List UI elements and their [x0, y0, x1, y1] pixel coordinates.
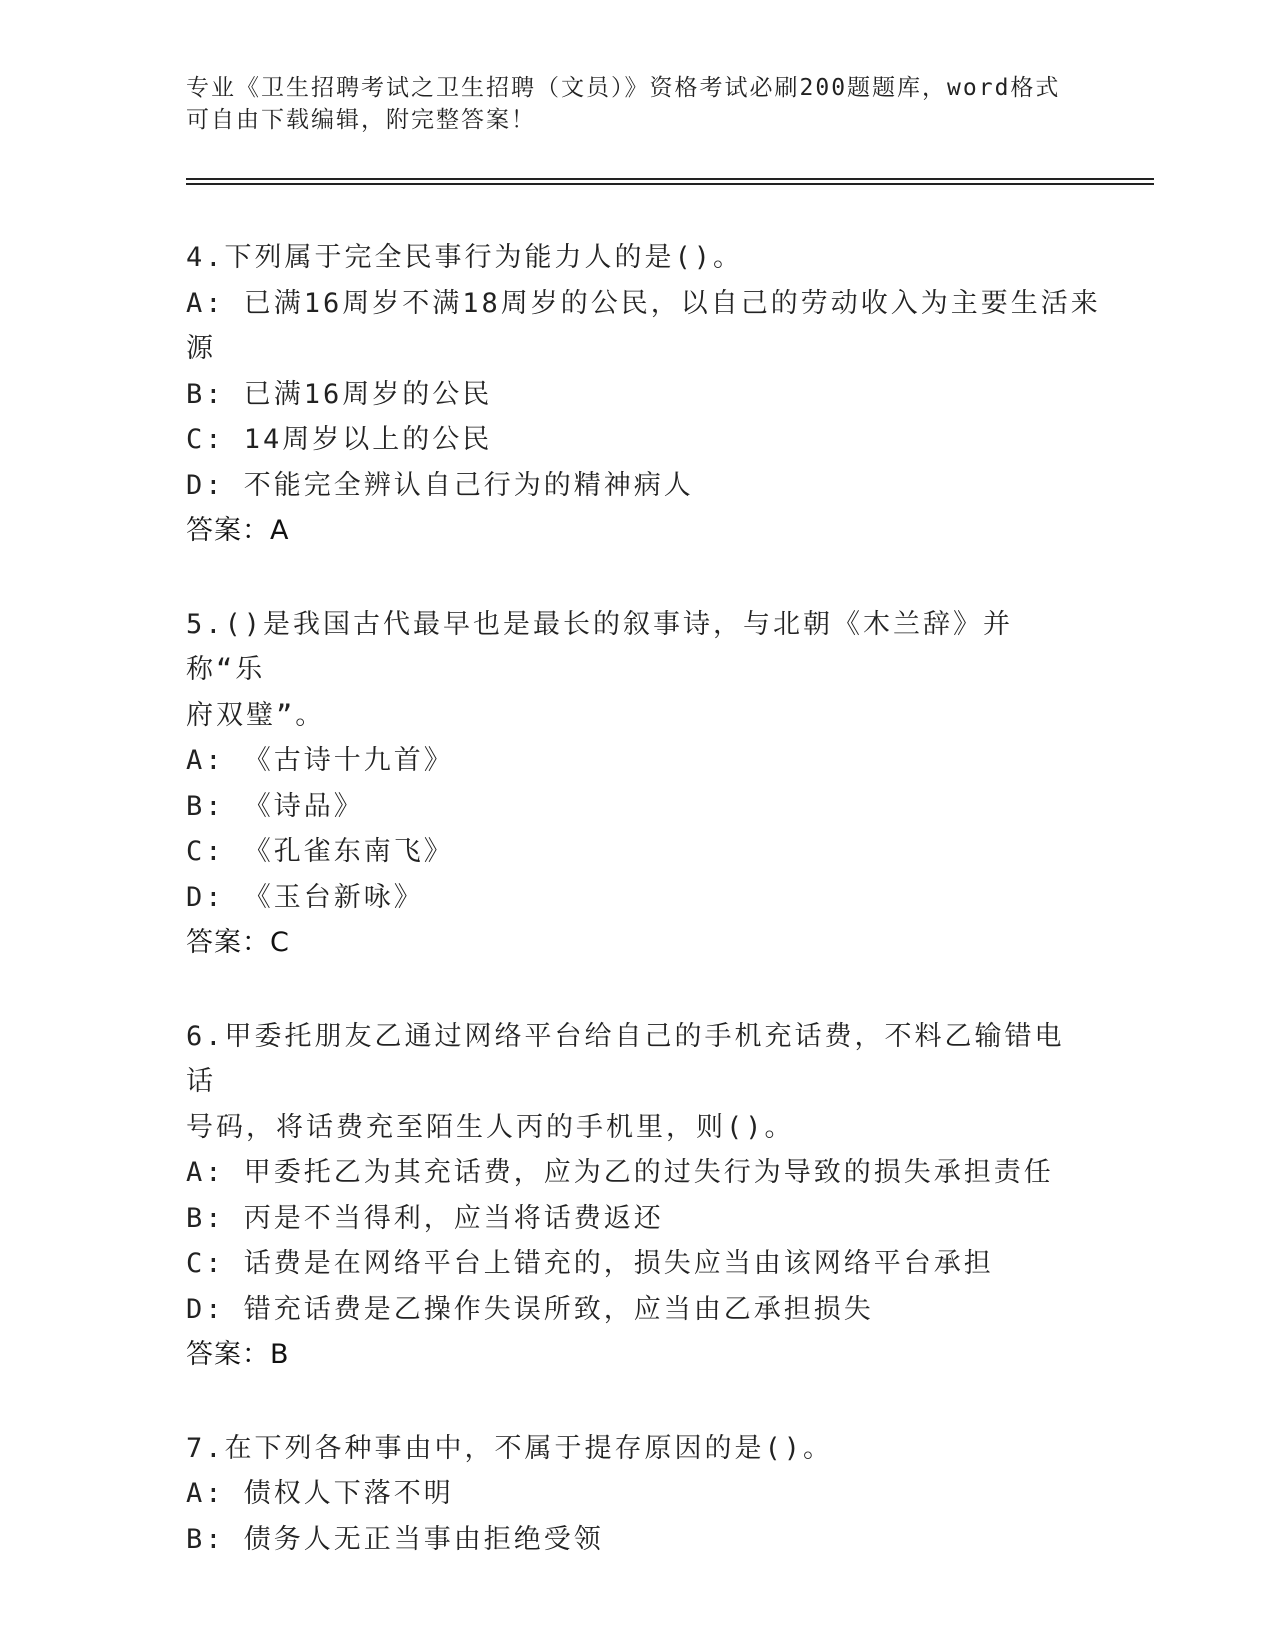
answer-key: [186, 1332, 1066, 1378]
question-stem: 5.()是我国古代最早也是最长的叙事诗，与北朝《木兰辞》并称“乐: [186, 608, 1014, 685]
answer-label: 答案：: [186, 515, 270, 546]
answer-key: [186, 920, 1066, 966]
question-block: [186, 1014, 1066, 1378]
question-stem: 6.甲委托朋友乙通过网络平台给自己的手机充话费，不料乙输错电话: [186, 1020, 1065, 1097]
answer-option: A: 已满16周岁不满18周岁的公民，以自己的劳动收入为主要生活来: [186, 287, 1101, 319]
header-title-line-1: 专业《卫生招聘考试之卫生招聘（文员）》资格考试必刷200题题库，word格式: [186, 75, 1061, 101]
answer-option: B: 债务人无正当事由拒绝受领: [186, 1523, 604, 1555]
question-stem: 4.下列属于完全民事行为能力人的是()。: [186, 242, 744, 273]
answer-value: C: [270, 927, 290, 958]
answer-value: B: [270, 1339, 290, 1370]
document-header: [186, 72, 1066, 136]
header-divider-top: [186, 178, 1154, 180]
question-block: [186, 602, 1066, 966]
question-stem: 7.在下列各种事由中，不属于提存原因的是()。: [186, 1432, 834, 1464]
answer-option: C: 《孔雀东南飞》: [186, 836, 454, 867]
answer-label: 答案：: [186, 1339, 270, 1370]
header-title-line-2: 可自由下载编辑，附完整答案！: [186, 107, 536, 133]
answer-option: A: 债权人下落不明: [186, 1478, 454, 1509]
question-stem: 号码，将话费充至陌生人丙的手机里，则()。: [186, 1111, 795, 1143]
question-block: [186, 235, 1101, 554]
answer-option: B: 已满16周岁的公民: [186, 378, 493, 410]
answer-option: D: 不能完全辨认自己行为的精神病人: [186, 469, 694, 501]
answer-option: D: 《玉台新咏》: [186, 881, 424, 913]
question-list: [186, 235, 1101, 1610]
question-stem: 府双璧”。: [186, 699, 326, 731]
answer-option: D: 错充话费是乙操作失误所致，应当由乙承担损失: [186, 1293, 874, 1325]
answer-option: B: 《诗品》: [186, 790, 364, 822]
header-divider-bottom: [186, 183, 1154, 185]
answer-key: [186, 508, 1066, 554]
answer-label: 答案：: [186, 927, 270, 958]
answer-option: B: 丙是不当得利，应当将话费返还: [186, 1202, 664, 1234]
question-block: [186, 1426, 1066, 1563]
answer-option: C: 话费是在网络平台上错充的，损失应当由该网络平台承担: [186, 1248, 994, 1279]
answer-option: C: 14周岁以上的公民: [186, 424, 493, 455]
answer-value: A: [270, 515, 290, 546]
answer-option: 源: [186, 333, 216, 364]
answer-option: A: 《古诗十九首》: [186, 745, 454, 776]
answer-option: A: 甲委托乙为其充话费，应为乙的过失行为导致的损失承担责任: [186, 1157, 1054, 1188]
